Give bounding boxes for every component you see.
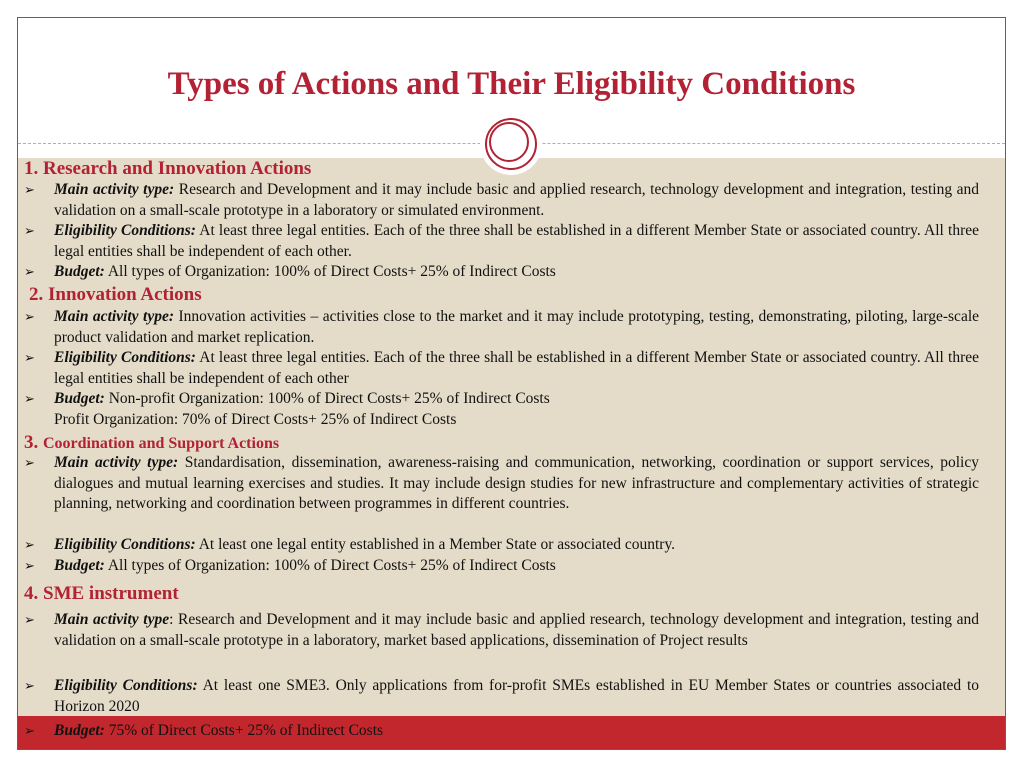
- bullet-arrow-icon: ➢: [24, 223, 35, 238]
- section-heading-1: 1. Research and Innovation Actions: [24, 158, 312, 179]
- slide-title: Types of Actions and Their Eligibility Conditions: [167, 66, 856, 102]
- list-item: ➢ Budget: 75% of Direct Costs+ 25% of Indirect Costs: [24, 721, 979, 742]
- bullet-arrow-icon: ➢: [24, 558, 35, 573]
- list-item: ➢ Main activity type: Research and Development and it may include basic and applied research, technology development and integration, testing and validation on a small-scale prototype in a laboratory, market based applications, dissemination of Project results: [24, 611, 979, 649]
- bullet-arrow-icon: ➢: [24, 455, 35, 470]
- section-heading-4: 4. SME instrument: [24, 583, 179, 604]
- bullet-arrow-icon: ➢: [24, 612, 35, 627]
- bullet-arrow-icon: ➢: [24, 182, 35, 197]
- bullet-arrow-icon: ➢: [24, 309, 35, 324]
- list-item: ➢ Eligibility Conditions: At least three legal entities. Each of the three shall be established in a different Member State or associated country. All three legal entities shall be independent of each other: [24, 349, 979, 387]
- list-item: ➢ Main activity type: Standardisation, dissemination, awareness-raising and communication, networking, coordination or support services, policy dialogues and mutual learning exercises and studies. It may include design studies for new infrastructure and complementary activities of strategic planning, networking and coordination between programmes in different countries.: [24, 454, 980, 512]
- bullet-arrow-icon: ➢: [24, 391, 35, 406]
- bullet-arrow-icon: ➢: [24, 350, 35, 365]
- section-heading-2: 2. Innovation Actions: [29, 284, 202, 305]
- slide: [17, 17, 1006, 750]
- bullet-arrow-icon: ➢: [24, 723, 35, 738]
- list-item: ➢ Eligibility Conditions: At least one legal entity established in a Member State or associated country.: [24, 535, 979, 556]
- list-item: ➢ Budget: All types of Organization: 100% of Direct Costs+ 25% of Indirect Costs: [24, 556, 979, 577]
- bullet-arrow-icon: ➢: [24, 678, 35, 693]
- list-item: ➢ Eligibility Conditions: At least three legal entities. Each of the three shall be established in a different Member State or associated country. All three legal entities shall be independent of each other.: [24, 222, 979, 260]
- bullet-arrow-icon: ➢: [24, 264, 35, 279]
- list-item: ➢ Eligibility Conditions: At least one SME3. Only applications from for-profit SMEs established in EU Member States or countries associated to Horizon 2020: [24, 677, 980, 715]
- list-item: ➢ Budget: Non-profit Organization: 100% of Direct Costs+ 25% of Indirect Costs Profit Organization: 70% of Direct Costs+ 25% of Indirect Costs: [24, 390, 550, 428]
- slide-content: [18, 18, 1005, 749]
- list-item: ➢ Main activity type: Innovation activities – activities close to the market and it may include prototyping, testing, demonstrating, piloting, large-scale product validation and market replication.: [24, 308, 980, 346]
- list-item: ➢ Main activity type: Research and Development and it may include basic and applied research, technology development and integration, testing and validation on a small-scale prototype in a laboratory or simulated environment.: [24, 181, 980, 219]
- bullet-arrow-icon: ➢: [24, 537, 35, 552]
- list-item: ➢ Budget: All types of Organization: 100% of Direct Costs+ 25% of Indirect Costs: [24, 262, 979, 283]
- section-heading-3: 3. Coordination and Support Actions: [24, 432, 280, 453]
